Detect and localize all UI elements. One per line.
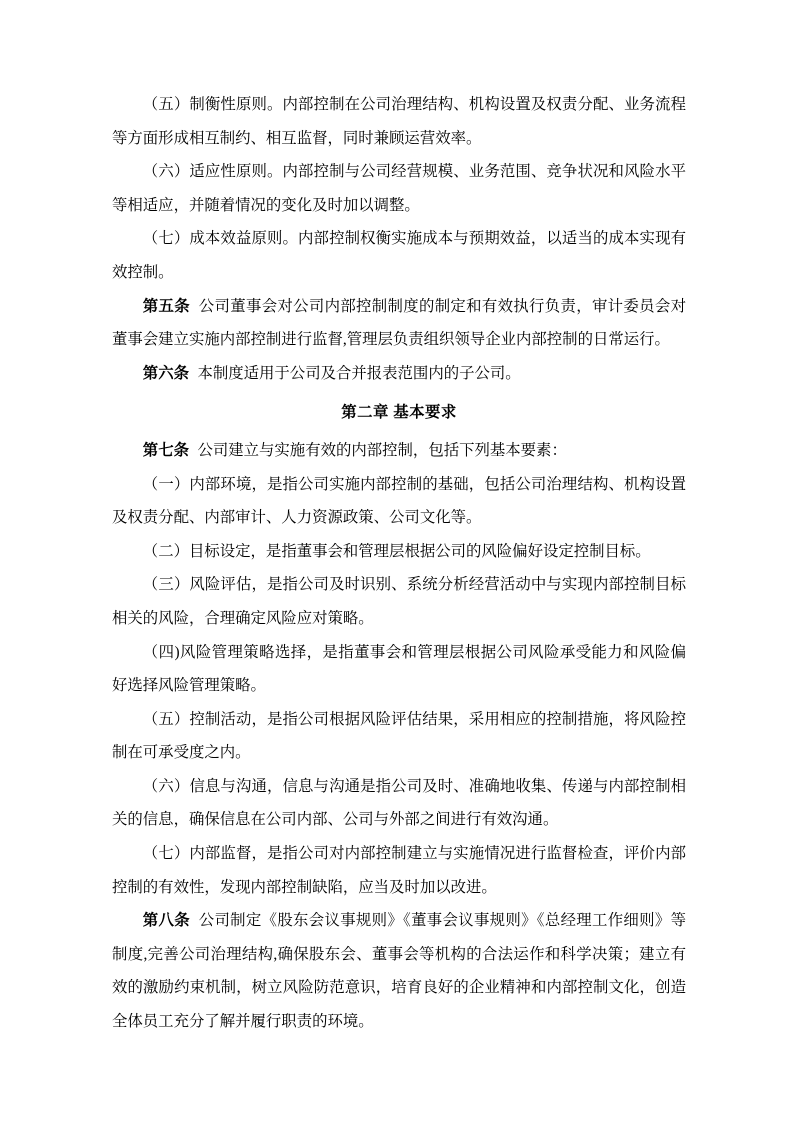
paragraph-element-3 (112, 568, 686, 635)
paragraph-clause-7-principle (112, 222, 686, 289)
paragraph-text: （五）控制活动，是指公司根据风险评估结果，采用相应的控制措施，将风险控制在可承受度之内。 (112, 710, 686, 762)
paragraph-clause-6-principle (112, 155, 686, 222)
paragraph-element-5 (112, 703, 686, 770)
paragraph-text: 公司制定《股东会议事规则》《董事会议事规则》《总经理工作细则》等制度,完善公司治理结构,确保股东会、董事会等机构的合法运作和科学决策；建立有效的激励约束机制，树立风险防范意识，培育良好的企业精神和内部控制文化，创造全体员工充分了解并履行职责的环境。 (112, 912, 686, 1031)
paragraph-text: 公司董事会对公司内部控制制度的制定和有效执行负责，审计委员会对董事会建立实施内部控制进行监督,管理层负责组织领导企业内部控制的日常运行。 (112, 297, 686, 349)
paragraph-element-2 (112, 535, 686, 569)
chapter-heading-text: 第二章 基本要求 (341, 404, 457, 422)
paragraph-text: 本制度适用于公司及合并报表范围内的子公司。 (197, 364, 521, 382)
paragraph-text: （七）成本效益原则。内部控制权衡实施成本与预期效益，以适当的成本实现有效控制。 (112, 230, 686, 281)
article-label: 第五条 (142, 297, 190, 315)
article-label: 第七条 (142, 441, 189, 459)
paragraph-article-6 (112, 357, 686, 391)
paragraph-text: （四)风险管理策略选择，是指董事会和管理层根据公司风险承受能力和风险偏好选择风险管理策略。 (112, 643, 686, 695)
paragraph-article-5 (112, 290, 686, 357)
article-label: 第六条 (142, 364, 189, 382)
paragraph-element-6 (112, 770, 686, 837)
paragraph-element-4 (112, 636, 686, 703)
paragraph-text: 公司建立与实施有效的内部控制，包括下列基本要素： (197, 441, 567, 459)
chapter-heading-2 (112, 396, 686, 430)
document-body (112, 88, 686, 1039)
paragraph-text: （六）适应性原则。内部控制与公司经营规模、业务范围、竞争状况和风险水平等相适应，并随着情况的变化及时加以调整。 (112, 163, 686, 214)
article-label: 第八条 (142, 912, 190, 930)
paragraph-text: （三）风险评估，是指公司及时识别、系统分析经营活动中与实现内部控制目标相关的风险，合理确定风险应对策略。 (112, 576, 686, 627)
paragraph-article-7 (112, 434, 686, 468)
paragraph-text: （七）内部监督，是指公司对内部控制建立与实施情况进行监督检查，评价内部控制的有效性，发现内部控制缺陷，应当及时加以改进。 (112, 845, 686, 896)
paragraph-clause-5-principle (112, 88, 686, 155)
paragraph-text: （二）目标设定，是指董事会和管理层根据公司的风险偏好设定控制目标。 (142, 542, 651, 560)
paragraph-element-7 (112, 837, 686, 904)
paragraph-element-1 (112, 468, 686, 535)
paragraph-text: （六）信息与沟通，信息与沟通是指公司及时、准确地收集、传递与内部控制相关的信息，确保信息在公司内部、公司与外部之间进行有效沟通。 (112, 777, 686, 829)
paragraph-text: （五）制衡性原则。内部控制在公司治理结构、机构设置及权责分配、业务流程等方面形成相互制约、相互监督，同时兼顾运营效率。 (112, 96, 686, 147)
paragraph-article-8 (112, 904, 686, 1038)
paragraph-text: （一）内部环境，是指公司实施内部控制的基础，包括公司治理结构、机构设置及权责分配、内部审计、人力资源政策、公司文化等。 (112, 475, 686, 527)
